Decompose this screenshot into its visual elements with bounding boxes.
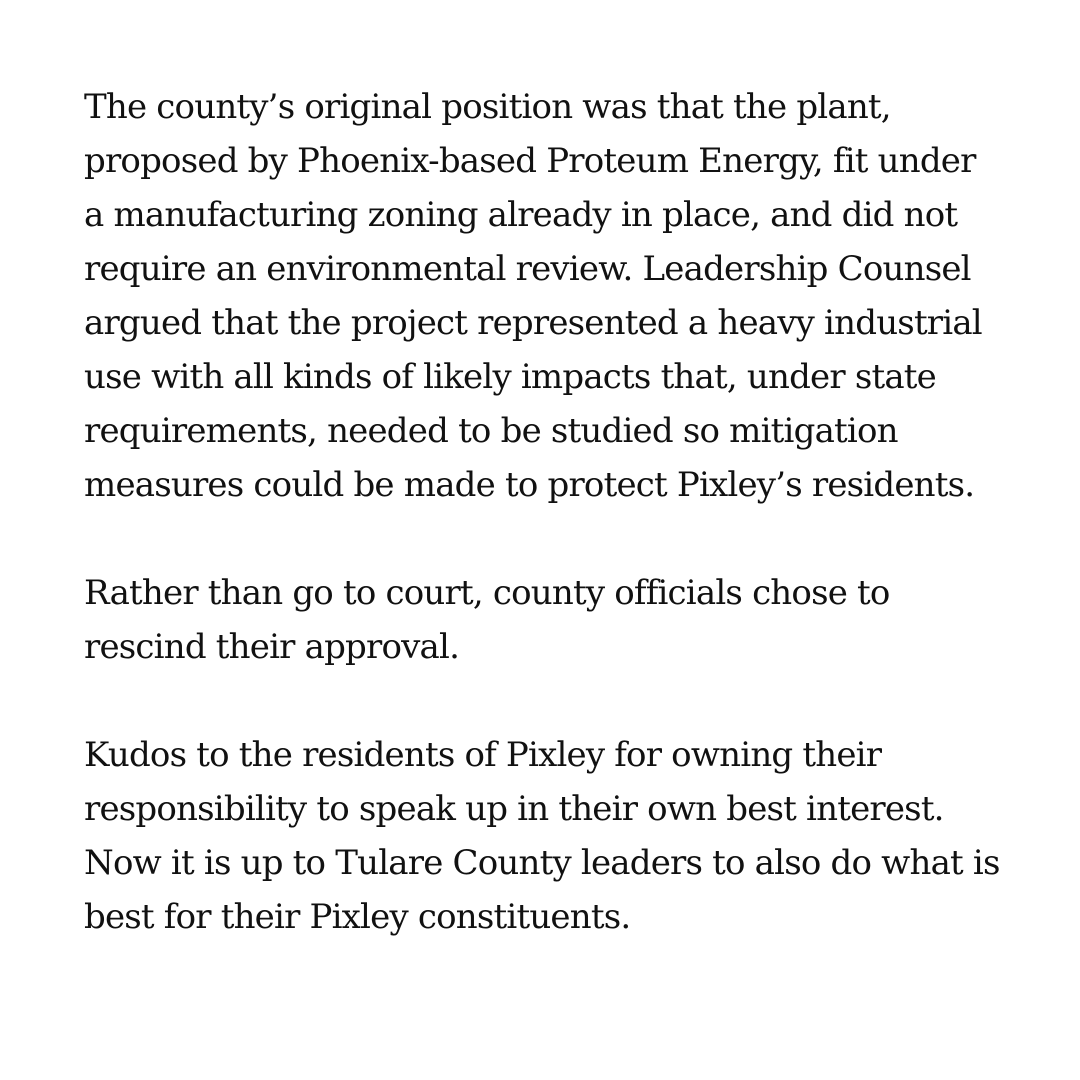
- article-body: [84, 80, 1004, 944]
- paragraph-county-position: The county’s original position was that the plant, proposed by Phoenix-based Proteum Energy, fit under a manufacturing zoning already in place, and did not require an environmental review. Leadership Counsel argued that the project represented a heavy industrial use with all kinds of likely impacts that, under state requirements, needed to be studied so mitigation measures could be made to protect Pixley’s residents.: [84, 87, 982, 505]
- paragraph-kudos: Kudos to the residents of Pixley for owning their responsibility to speak up in their own best interest. Now it is up to Tulare County leaders to also do what is best for their Pixley constituents.: [84, 735, 1000, 937]
- paragraph-rescind-approval: Rather than go to court, county officials chose to rescind their approval.: [84, 573, 890, 667]
